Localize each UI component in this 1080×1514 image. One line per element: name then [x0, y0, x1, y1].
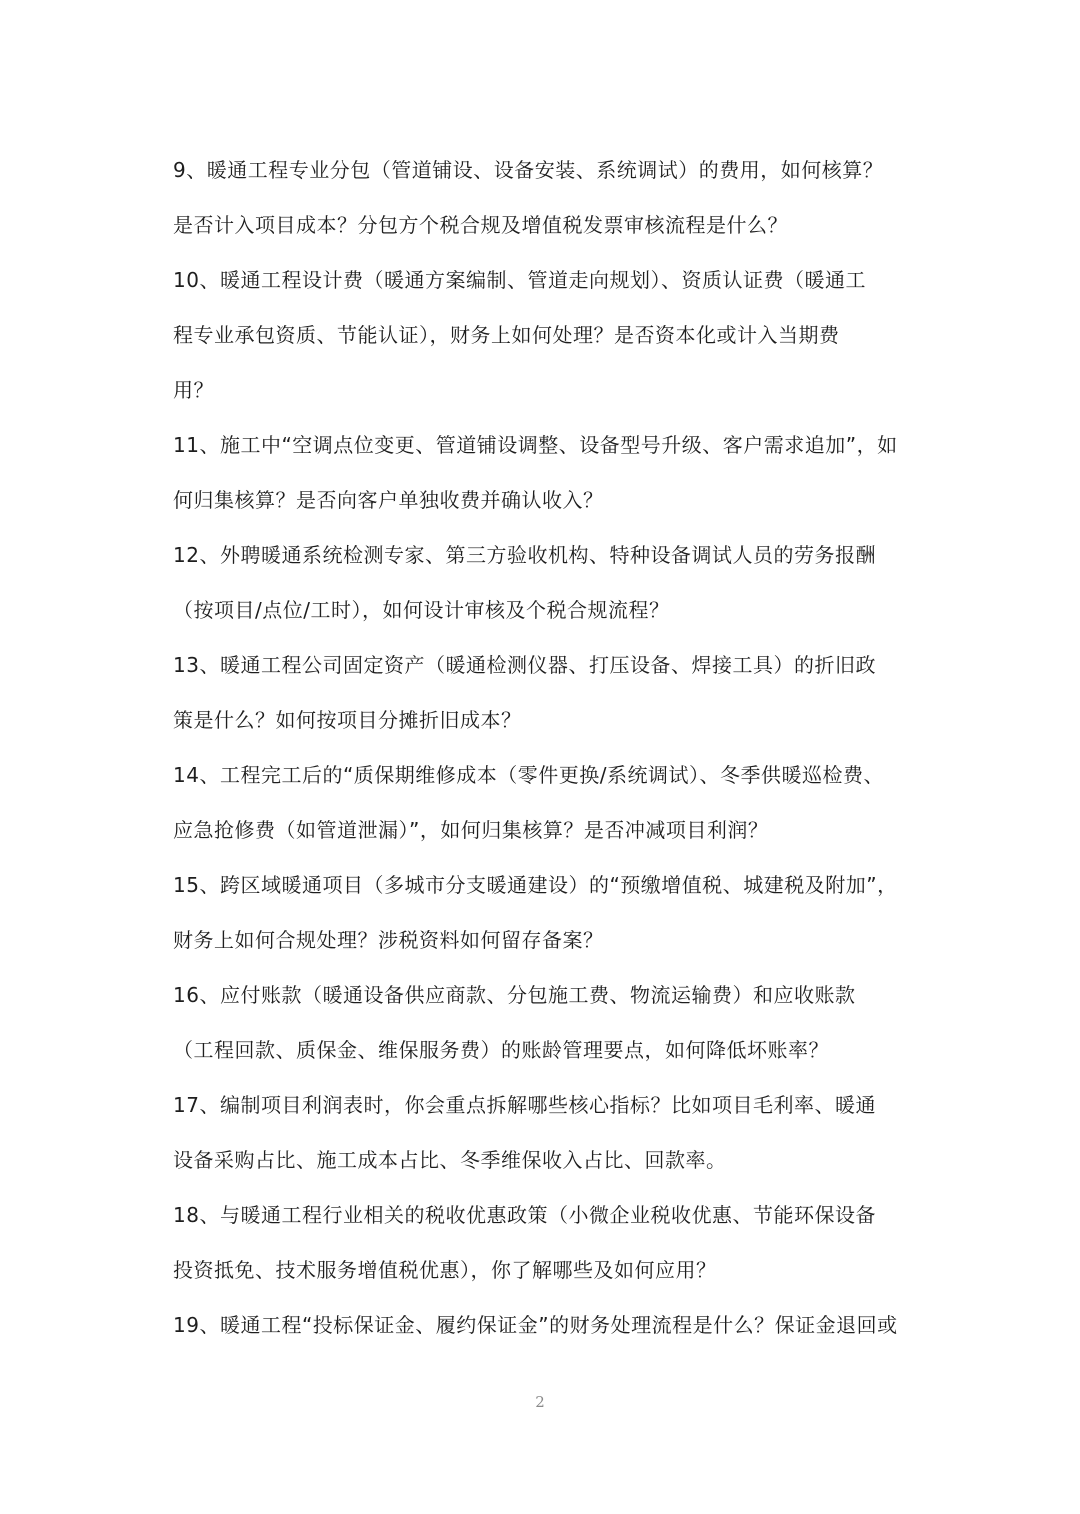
text-line: 何归集核算？是否向客户单独收费并确认收入？ — [173, 488, 604, 512]
page-number: 2 — [535, 1393, 545, 1411]
text-line: 是否计入项目成本？分包方个税合规及增值税发票审核流程是什么？ — [173, 213, 788, 237]
text-line: 11、施工中“空调点位变更、管道铺设调整、设备型号升级、客户需求追加”，如 — [173, 433, 898, 457]
text-line: 应急抢修费（如管道泄漏）”，如何归集核算？是否冲减项目利润？ — [173, 818, 769, 842]
text-line: 设备采购占比、施工成本占比、冬季维保收入占比、回款率。 — [173, 1148, 727, 1172]
text-line: 15、跨区域暖通项目（多城市分支暖通建设）的“预缴增值税、城建税及附加”， — [173, 873, 898, 897]
text-line: 程专业承包资质、节能认证），财务上如何处理？是否资本化或计入当期费 — [173, 323, 840, 347]
text-line: 17、编制项目利润表时，你会重点拆解哪些核心指标？比如项目毛利率、暖通 — [173, 1093, 876, 1117]
document-body — [173, 143, 913, 1353]
text-line: 13、暖通工程公司固定资产（暖通检测仪器、打压设备、焊接工具）的折旧政 — [173, 653, 876, 677]
text-line: （按项目/点位/工时），如何设计审核及个税合规流程？ — [173, 598, 670, 622]
text-line: （工程回款、质保金、维保服务费）的账龄管理要点，如何降低坏账率？ — [173, 1038, 829, 1062]
text-line: 19、暖通工程“投标保证金、履约保证金”的财务处理流程是什么？保证金退回或 — [173, 1313, 898, 1337]
text-line: 10、暖通工程设计费（暖通方案编制、管道走向规划）、资质认证费（暖通工 — [173, 268, 866, 292]
text-line: 18、与暖通工程行业相关的税收优惠政策（小微企业税收优惠、节能环保设备 — [173, 1203, 876, 1227]
text-line: 策是什么？如何按项目分摊折旧成本？ — [173, 708, 522, 732]
text-line: 16、应付账款（暖通设备供应商款、分包施工费、物流运输费）和应收账款 — [173, 983, 856, 1007]
text-line: 9、暖通工程专业分包（管道铺设、设备安装、系统调试）的费用，如何核算？ — [173, 158, 884, 182]
text-line: 12、外聘暖通系统检测专家、第三方验收机构、特种设备调试人员的劳务报酬 — [173, 543, 876, 567]
text-line: 用？ — [173, 378, 214, 402]
text-line: 财务上如何合规处理？涉税资料如何留存备案？ — [173, 928, 604, 952]
text-line: 14、工程完工后的“质保期维修成本（零件更换/系统调试）、冬季供暖巡检费、 — [173, 763, 885, 787]
text-line: 投资抵免、技术服务增值税优惠），你了解哪些及如何应用？ — [173, 1258, 717, 1282]
